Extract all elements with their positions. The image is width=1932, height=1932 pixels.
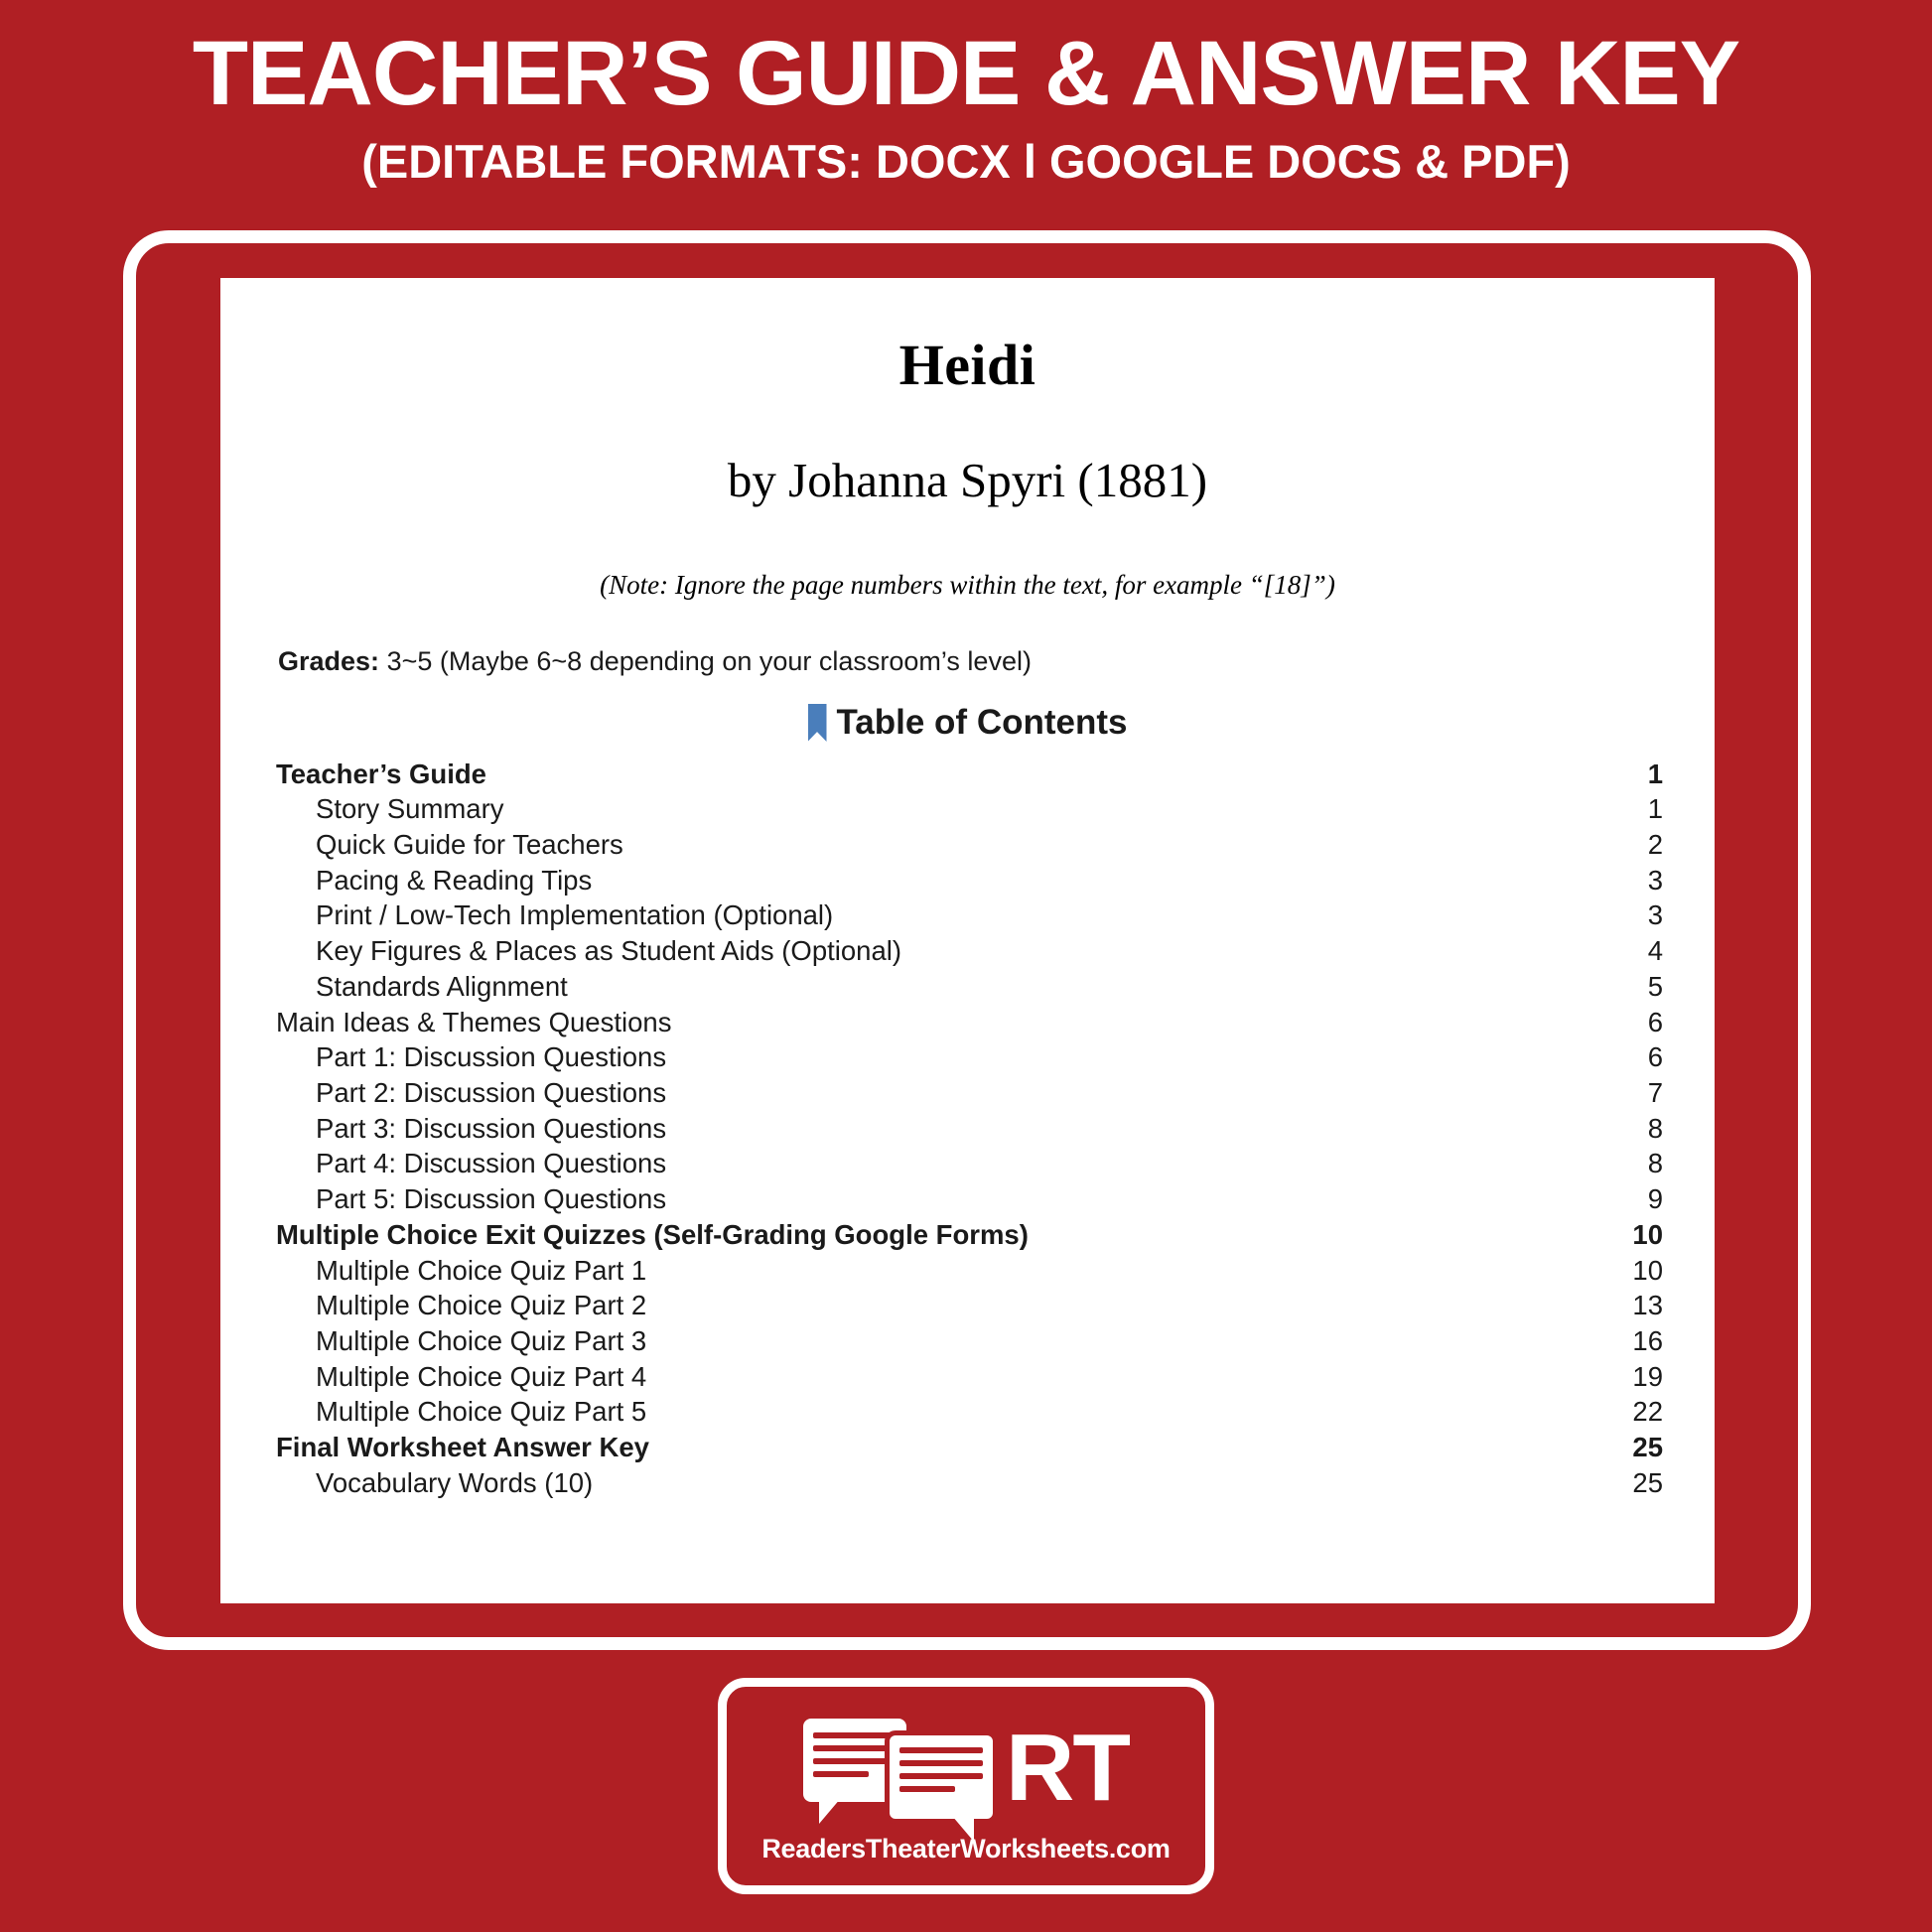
toc-row[interactable]	[272, 757, 1663, 792]
toc-entry-label: Pacing & Reading Tips	[316, 864, 593, 896]
toc-entry-label: Vocabulary Words (10)	[316, 1466, 594, 1498]
toc-row[interactable]	[272, 1289, 1663, 1324]
document-author: by Johanna Spyri (1881)	[727, 453, 1208, 507]
toc-entry-page: 5	[1647, 970, 1663, 1002]
grades-value: 3~5 (Maybe 6~8 depending on your classroom’s level)	[386, 646, 1032, 676]
logo-url: ReadersTheaterWorksheets.com	[761, 1833, 1171, 1863]
speech-bubbles-icon	[803, 1713, 992, 1824]
toc-row[interactable]	[272, 792, 1663, 828]
toc-entry-label: Multiple Choice Quiz Part 3	[316, 1325, 647, 1356]
document-preview	[220, 278, 1715, 1603]
toc-entry-page: 25	[1632, 1432, 1663, 1463]
toc-entry-label: Part 5: Discussion Questions	[316, 1183, 667, 1215]
toc-row[interactable]	[272, 1005, 1663, 1040]
toc-row[interactable]	[272, 1395, 1663, 1431]
toc-row[interactable]	[272, 1147, 1663, 1182]
toc-entry-label: Teacher’s Guide	[276, 758, 486, 789]
toc-entry-page: 3	[1647, 899, 1663, 931]
toc-row[interactable]	[272, 1182, 1663, 1218]
toc-entry-label: Part 1: Discussion Questions	[316, 1041, 667, 1073]
toc-entry-label: Story Summary	[316, 793, 504, 825]
bubble-lines-2	[899, 1747, 983, 1799]
toc-row[interactable]	[272, 934, 1663, 970]
toc-entry-page: 9	[1647, 1183, 1663, 1215]
grades-line	[278, 646, 1663, 677]
toc-entry-page: 16	[1632, 1325, 1663, 1356]
toc-entry-page: 19	[1632, 1360, 1663, 1392]
toc-row[interactable]	[272, 969, 1663, 1005]
table-of-contents	[272, 757, 1663, 1501]
toc-row[interactable]	[272, 1040, 1663, 1076]
toc-row[interactable]	[272, 898, 1663, 934]
page-subtitle: (EDITABLE FORMATS: DOCX l GOOGLE DOCS & PDF)	[361, 134, 1571, 188]
toc-entry-label: Multiple Choice Quiz Part 5	[316, 1396, 647, 1428]
toc-entry-label: Multiple Choice Quiz Part 4	[316, 1360, 647, 1392]
toc-entry-page: 10	[1632, 1254, 1663, 1286]
logo-main	[803, 1713, 1129, 1824]
brand-logo	[0, 1678, 1932, 1894]
toc-entry-label: Print / Low-Tech Implementation (Optional)	[316, 899, 834, 931]
document-note: (Note: Ignore the page numbers within the text, for example “[18]”)	[600, 570, 1335, 600]
toc-entry-label: Multiple Choice Quiz Part 2	[316, 1290, 647, 1321]
toc-entry-label: Quick Guide for Teachers	[316, 828, 623, 860]
toc-entry-label: Main Ideas & Themes Questions	[276, 1006, 672, 1037]
toc-entry-page: 6	[1647, 1041, 1663, 1073]
logo-monogram: RT	[1006, 1714, 1129, 1821]
toc-entry-page: 22	[1632, 1396, 1663, 1428]
toc-heading-label: Table of Contents	[836, 703, 1128, 742]
logo-box	[718, 1678, 1214, 1894]
toc-entry-page: 8	[1647, 1112, 1663, 1144]
grades-label: Grades:	[278, 646, 380, 676]
toc-row[interactable]	[272, 827, 1663, 863]
toc-entry-page: 6	[1647, 1006, 1663, 1037]
toc-entry-page: 7	[1647, 1076, 1663, 1108]
toc-entry-page: 4	[1647, 935, 1663, 967]
bookmark-icon	[808, 704, 827, 742]
poster-header	[0, 0, 1932, 187]
toc-entry-label: Key Figures & Places as Student Aids (Optional)	[316, 935, 902, 967]
document-title: Heidi	[898, 333, 1036, 397]
toc-entry-label: Multiple Choice Quiz Part 1	[316, 1254, 647, 1286]
toc-entry-page: 1	[1647, 758, 1663, 789]
toc-row[interactable]	[272, 1324, 1663, 1360]
toc-entry-label: Final Worksheet Answer Key	[276, 1432, 649, 1463]
speech-bubble-front-icon	[885, 1730, 998, 1824]
toc-row[interactable]	[272, 1465, 1663, 1501]
toc-entry-label: Multiple Choice Exit Quizzes (Self-Grading Google Forms)	[276, 1218, 1029, 1250]
toc-entry-page: 2	[1647, 828, 1663, 860]
toc-entry-label: Part 2: Discussion Questions	[316, 1076, 667, 1108]
toc-entry-page: 3	[1647, 864, 1663, 896]
toc-entry-label: Part 4: Discussion Questions	[316, 1148, 667, 1179]
toc-row[interactable]	[272, 1253, 1663, 1289]
toc-row[interactable]	[272, 863, 1663, 898]
table-of-contents-heading	[272, 703, 1663, 743]
speech-bubble-tail-right-icon	[952, 1816, 974, 1842]
toc-row[interactable]	[272, 1359, 1663, 1395]
toc-entry-page: 8	[1647, 1148, 1663, 1179]
speech-bubble-tail-left-icon	[819, 1798, 841, 1824]
toc-row[interactable]	[272, 1217, 1663, 1253]
toc-entry-page: 10	[1632, 1218, 1663, 1250]
toc-row[interactable]	[272, 1431, 1663, 1466]
page-title: TEACHER’S GUIDE & ANSWER KEY	[192, 23, 1740, 124]
toc-entry-label: Standards Alignment	[316, 970, 568, 1002]
toc-entry-page: 13	[1632, 1290, 1663, 1321]
toc-row[interactable]	[272, 1075, 1663, 1111]
toc-entry-label: Part 3: Discussion Questions	[316, 1112, 667, 1144]
toc-entry-page: 25	[1632, 1466, 1663, 1498]
toc-entry-page: 1	[1647, 793, 1663, 825]
toc-row[interactable]	[272, 1111, 1663, 1147]
